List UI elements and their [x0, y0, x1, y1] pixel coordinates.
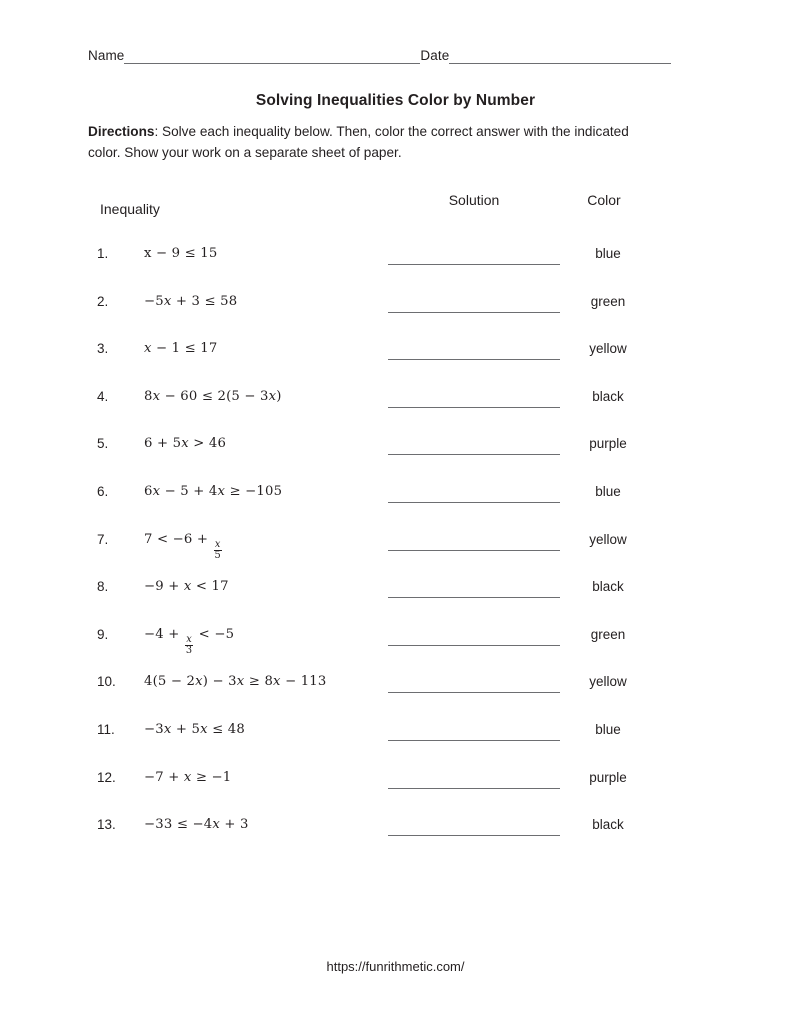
variable: x	[212, 817, 220, 833]
expression-segment: ≥ −105	[225, 483, 283, 499]
solution-answer-line[interactable]	[388, 454, 560, 455]
fraction-denominator: 5	[214, 549, 221, 561]
expression-segment: − 5 + 4	[160, 483, 218, 499]
expression-segment: ≥ 8	[244, 674, 274, 690]
date-label: Date	[420, 48, 450, 63]
color-label: blue	[595, 483, 621, 499]
variable: x	[217, 483, 226, 499]
variable: x	[183, 579, 192, 595]
solution-answer-line[interactable]	[388, 740, 560, 741]
problem-number: 13.	[97, 817, 116, 833]
expression-segment: 6	[144, 483, 153, 499]
problem-row	[0, 770, 791, 818]
variable: x	[163, 721, 172, 737]
color-label: green	[590, 626, 626, 642]
color-label: black	[592, 388, 624, 404]
inequality-expression	[144, 579, 229, 594]
variable: x	[200, 721, 208, 737]
variable: x	[195, 674, 203, 690]
problem-number: 8.	[97, 579, 109, 595]
problem-list	[0, 246, 791, 865]
variable: x	[152, 388, 161, 404]
inequality-expression	[144, 246, 217, 261]
directions-body: : Solve each inequality below. Then, color the correct answer with the indicated color. Show your work on a separate sheet of paper.	[88, 124, 629, 160]
color-label: blue	[595, 246, 621, 261]
fraction-numerator: x	[186, 633, 192, 645]
name-input-line[interactable]	[124, 50, 420, 64]
solution-answer-line[interactable]	[388, 502, 560, 503]
color-label: purple	[589, 436, 627, 452]
expression-segment: + 3	[219, 817, 249, 833]
expression-segment: − 113	[280, 674, 327, 690]
problem-row	[0, 294, 791, 342]
expression-segment: + 3 ≤ 58	[171, 293, 238, 309]
variable: x	[144, 341, 152, 357]
color-label: green	[590, 293, 626, 309]
page-title: Solving Inequalities Color by Number	[255, 92, 536, 109]
expression-segment: < −5	[194, 626, 235, 642]
problem-row	[0, 389, 791, 437]
problem-number: 9.	[97, 626, 109, 642]
problem-number: 11.	[97, 721, 115, 737]
problem-row	[0, 627, 791, 675]
expression-segment: − 60 ≤ 2(5 − 3	[160, 388, 269, 404]
name-date-row	[88, 48, 693, 64]
expression-segment: − 9 ≤ 15	[151, 246, 218, 261]
expression-segment: 7 < −6 +	[144, 531, 213, 547]
color-label: blue	[595, 721, 621, 737]
fraction-denominator: 3	[185, 644, 193, 656]
expression-segment: ≤ 48	[207, 721, 245, 737]
variable: x	[268, 388, 277, 404]
date-input-line[interactable]	[449, 50, 671, 64]
variable: x	[183, 769, 192, 785]
expression-segment: 6 + 5	[144, 436, 182, 452]
color-label: black	[592, 579, 624, 595]
expression-segment: − 1 ≤ 17	[151, 341, 218, 357]
inequality-expression	[144, 722, 245, 737]
problem-number: 6.	[97, 483, 109, 499]
inequality-expression	[144, 294, 237, 309]
problem-number: 1.	[97, 246, 109, 261]
problem-row	[0, 341, 791, 389]
problem-row	[0, 817, 791, 865]
solution-answer-line[interactable]	[388, 645, 560, 646]
variable: x	[152, 483, 161, 499]
solution-answer-line[interactable]	[388, 359, 560, 360]
solution-answer-line[interactable]	[388, 312, 560, 313]
variable: x	[181, 436, 189, 452]
expression-segment: −33 ≤ −4	[144, 817, 213, 833]
fraction-numerator: x	[214, 538, 221, 550]
fraction	[214, 540, 222, 561]
color-label: black	[592, 817, 624, 833]
color-label: yellow	[589, 674, 627, 690]
expression-segment: ) − 3	[202, 674, 237, 690]
problem-row	[0, 722, 791, 770]
directions-text	[88, 122, 644, 163]
column-header-solution: Solution	[448, 192, 500, 208]
problem-number: 3.	[97, 341, 109, 357]
solution-answer-line[interactable]	[388, 264, 560, 265]
expression-segment: x	[144, 246, 152, 261]
fraction	[185, 635, 193, 656]
color-label: purple	[589, 769, 627, 785]
inequality-expression	[144, 484, 282, 499]
expression-segment: < 17	[191, 579, 229, 595]
problem-row	[0, 532, 791, 580]
variable: x	[273, 674, 281, 690]
problem-number: 2.	[97, 293, 109, 309]
color-label: yellow	[589, 531, 627, 547]
problem-row	[0, 484, 791, 532]
variable: x	[236, 674, 245, 690]
solution-answer-line[interactable]	[388, 407, 560, 408]
problem-number: 7.	[97, 531, 109, 547]
expression-segment: −5	[144, 293, 164, 309]
expression-segment: )	[276, 388, 282, 404]
solution-answer-line[interactable]	[388, 835, 560, 836]
problem-row	[0, 579, 791, 627]
problem-number: 5.	[97, 436, 109, 452]
column-header-inequality: Inequality	[100, 201, 160, 217]
inequality-expression	[144, 674, 326, 689]
problem-row	[0, 674, 791, 722]
problem-number: 12.	[97, 769, 116, 785]
color-label: yellow	[589, 341, 627, 357]
inequality-expression	[144, 389, 282, 404]
expression-segment: −3	[144, 721, 164, 737]
inequality-expression	[144, 532, 223, 561]
solution-answer-line[interactable]	[388, 692, 560, 693]
column-header-color: Color	[587, 192, 621, 208]
expression-segment: + 5	[171, 721, 201, 737]
inequality-expression	[144, 341, 217, 356]
expression-segment: 8	[144, 388, 153, 404]
expression-segment: > 46	[188, 436, 227, 452]
inequality-expression	[144, 770, 231, 785]
problem-number: 4.	[97, 388, 109, 404]
inequality-expression	[144, 436, 226, 451]
name-label: Name	[88, 48, 125, 63]
problem-row	[0, 246, 791, 294]
solution-answer-line[interactable]	[388, 550, 560, 551]
footer-url: https://funrithmetic.com/	[326, 959, 465, 974]
expression-segment: 4(5 − 2	[144, 674, 196, 690]
problem-row	[0, 436, 791, 484]
inequality-expression	[144, 627, 234, 656]
variable: x	[163, 293, 172, 309]
solution-answer-line[interactable]	[388, 597, 560, 598]
expression-segment: −9 +	[144, 579, 184, 595]
expression-segment: −7 +	[144, 769, 184, 785]
expression-segment: ≥ −1	[191, 769, 232, 785]
expression-segment: −4 +	[144, 626, 184, 642]
directions-label: Directions	[88, 124, 155, 139]
inequality-expression	[144, 817, 249, 832]
problem-number: 10.	[97, 674, 116, 690]
solution-answer-line[interactable]	[388, 788, 560, 789]
